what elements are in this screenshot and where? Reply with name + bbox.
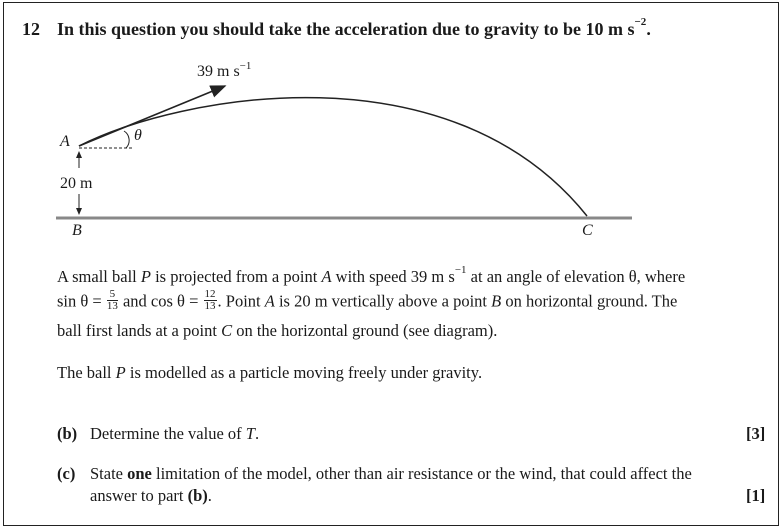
sin-denominator: 13 <box>106 300 118 312</box>
sin-fraction <box>107 289 118 312</box>
part-c-marks: [1] <box>746 486 766 505</box>
paragraph-1-line-1 <box>57 264 686 287</box>
point-b-label: B <box>72 222 82 239</box>
projectile-diagram <box>0 0 784 260</box>
part-b-end: . <box>254 424 260 443</box>
part-b-text <box>90 424 259 444</box>
cos-numerator: 12 <box>204 288 216 300</box>
part-c-bold-one: one <box>127 464 152 483</box>
cos-denominator: 13 <box>204 300 216 312</box>
header-text: In this question you should take the acceleration due to gravity to be 10 m s <box>57 19 635 39</box>
cos-fraction <box>204 289 217 312</box>
p1-text: with speed 39 m s <box>331 267 455 286</box>
var-p: P <box>115 363 126 382</box>
var-a: A <box>321 267 332 286</box>
point-c-label: C <box>582 222 593 239</box>
speed-label-exp: −1 <box>239 60 252 72</box>
part-c-text: answer to part <box>90 486 188 505</box>
part-c-line-1 <box>90 464 692 484</box>
var-p: P <box>140 267 151 286</box>
part-c-end: . <box>207 486 212 505</box>
var-c: C <box>221 321 233 340</box>
sin-label: sin θ = <box>57 291 106 311</box>
var-a: A <box>264 291 275 311</box>
p1-text: on the horizontal ground (see diagram). <box>232 321 498 340</box>
p1-text: at an angle of elevation θ, where <box>466 267 686 286</box>
question-number: 12 <box>22 19 40 39</box>
paragraph-1-line-2 <box>57 288 678 314</box>
point-a-label: A <box>60 133 70 150</box>
sin-numerator: 5 <box>107 289 118 301</box>
p1-text: ball first lands at a point <box>57 321 222 340</box>
part-b-marks: [3] <box>746 424 766 443</box>
p2-text: is modelled as a particle moving freely under gravity. <box>125 363 483 382</box>
part-c-label: (c) <box>57 464 76 483</box>
part-b-label: (b) <box>57 424 78 443</box>
var-b: B <box>491 291 502 311</box>
header-end: . <box>646 19 651 39</box>
paragraph-1-line-3 <box>57 321 497 341</box>
p1-text: . Point <box>217 291 265 311</box>
velocity-arrow <box>79 86 225 146</box>
p1-text: and <box>118 291 151 311</box>
paragraph-2 <box>57 363 482 383</box>
part-b-prompt: Determine the value of <box>90 424 246 443</box>
height-label: 20 m <box>60 175 93 192</box>
p1-text: A small ball <box>57 267 141 286</box>
var-t: T <box>245 424 255 443</box>
part-c-line-2 <box>90 486 212 506</box>
p2-text: The ball <box>57 363 116 382</box>
p1-text: on horizontal ground. The <box>501 291 678 311</box>
p1-exponent: −1 <box>454 264 467 276</box>
angle-arc <box>124 131 129 148</box>
cos-label: cos θ = <box>150 291 203 311</box>
header-exponent: −2 <box>634 16 647 28</box>
part-c-text: limitation of the model, other than air resistance or the wind, that could affect the <box>151 464 692 483</box>
p1-text: is 20 m vertically above a point <box>274 291 492 311</box>
part-c-ref: (b) <box>187 486 208 505</box>
speed-label <box>197 60 252 81</box>
angle-theta-label: θ <box>134 127 142 144</box>
part-c-text: State <box>90 464 128 483</box>
p1-text: is projected from a point <box>150 267 322 286</box>
speed-label-text: 39 m s <box>197 63 240 80</box>
